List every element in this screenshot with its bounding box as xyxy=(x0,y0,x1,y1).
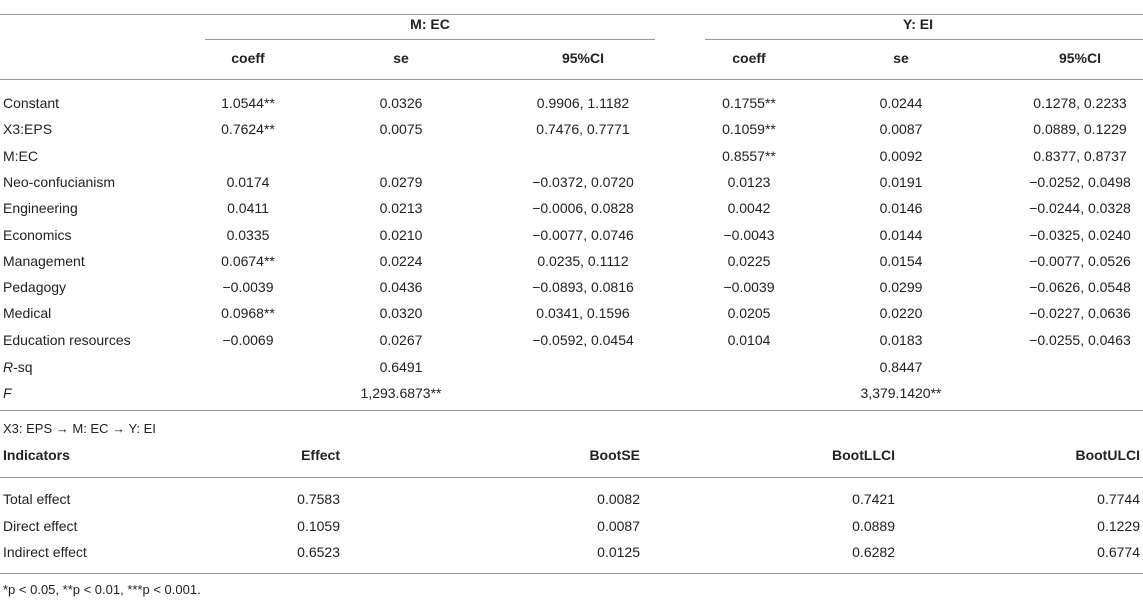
cell-se-y: 0.0087 xyxy=(879,121,923,138)
row-label: Constant xyxy=(3,95,60,111)
rsq-y-value: 0.8447 xyxy=(879,359,923,375)
cell-ci-y: −0.0626, 0.0548 xyxy=(1029,279,1131,296)
t2-cell-indicator: Indirect effect xyxy=(3,544,87,560)
cell-se-m: 0.0267 xyxy=(379,331,423,348)
cell-coeff-m: 0.0335 xyxy=(226,226,270,243)
cell-se-m: 0.0326 xyxy=(379,95,423,111)
row-label: Medical xyxy=(3,305,52,322)
row-label: X3:EPS xyxy=(3,121,53,138)
t2-cell-bootulci: 0.1229 xyxy=(1097,517,1140,534)
path-caption: X3: EPS → M: EC → Y: EI xyxy=(3,421,156,436)
cell-ci-m: −0.0372, 0.0720 xyxy=(532,173,634,190)
t2-cell-indicator: Total effect xyxy=(3,491,71,507)
row-label: Economics xyxy=(3,226,72,243)
row-label-f: F xyxy=(3,385,12,401)
t2-cell-bootse: 0.0082 xyxy=(597,491,640,507)
cell-ci-m: 0.0235, 0.1112 xyxy=(537,252,629,269)
t2-cell-bootulci: 0.7744 xyxy=(1097,491,1140,507)
cell-coeff-m: 0.0968** xyxy=(221,305,275,322)
t2-header-bootse: BootSE xyxy=(589,447,640,463)
group-underline-y xyxy=(705,39,1143,40)
cell-se-y: 0.0144 xyxy=(879,226,923,243)
t2-cell-bootllci: 0.6282 xyxy=(852,544,895,560)
cell-coeff-y: 0.1059** xyxy=(722,121,776,138)
t2-cell-effect: 0.6523 xyxy=(297,544,340,560)
t2-cell-indicator: Direct effect xyxy=(3,517,78,534)
t2-cell-bootse: 0.0125 xyxy=(597,544,640,560)
f-m-value: 1,293.6873** xyxy=(360,385,442,401)
bottom-rule xyxy=(0,573,1143,574)
t2-cell-bootllci: 0.7421 xyxy=(852,491,895,507)
col-header-coeff-y: coeff xyxy=(732,50,766,66)
t2-header-bootllci: BootLLCI xyxy=(832,447,895,463)
cell-coeff-m: −0.0069 xyxy=(222,331,274,348)
rsq-m-value: 0.6491 xyxy=(379,359,423,375)
cell-ci-m: −0.0006, 0.0828 xyxy=(532,200,634,217)
cell-ci-m: 0.9906, 1.1182 xyxy=(536,95,630,111)
header-rule xyxy=(0,79,1143,80)
table2-header-rule xyxy=(0,477,1143,478)
row-label: Education resources xyxy=(3,331,131,348)
cell-ci-m: 0.7476, 0.7771 xyxy=(536,121,630,138)
t2-cell-effect: 0.7583 xyxy=(297,491,340,507)
cell-coeff-m: 0.0674** xyxy=(221,252,275,269)
cell-coeff-y: 0.0205 xyxy=(727,305,771,322)
cell-se-y: 0.0220 xyxy=(879,305,923,322)
t2-cell-effect: 0.1059 xyxy=(297,517,340,534)
cell-se-y: 0.0244 xyxy=(879,95,923,111)
col-header-se-m: se xyxy=(393,50,409,66)
rsq-label-italic: R xyxy=(3,359,14,375)
cell-ci-y: −0.0227, 0.0636 xyxy=(1029,305,1131,322)
row-label: Pedagogy xyxy=(3,279,67,296)
cell-ci-y: −0.0077, 0.0526 xyxy=(1029,252,1131,269)
group-header-y-ei: Y: EI xyxy=(902,16,934,32)
cell-ci-y: −0.0244, 0.0328 xyxy=(1029,200,1131,217)
cell-coeff-y: 0.0225 xyxy=(727,252,771,269)
cell-se-y: 0.0183 xyxy=(879,331,923,348)
cell-coeff-y: 0.1755** xyxy=(722,95,776,111)
col-header-coeff-m: coeff xyxy=(231,50,265,66)
cell-se-m: 0.0436 xyxy=(379,279,423,296)
cell-se-m: 0.0210 xyxy=(379,226,423,243)
col-header-se-y: se xyxy=(893,50,909,66)
footnote: *p < 0.05, **p < 0.01, ***p < 0.001. xyxy=(3,582,201,597)
cell-ci-y: 0.0889, 0.1229 xyxy=(1033,121,1127,138)
row-label: Neo-confucianism xyxy=(3,173,116,190)
cell-se-y: 0.0191 xyxy=(879,173,923,190)
t2-cell-bootse: 0.0087 xyxy=(597,517,640,534)
section-rule xyxy=(0,410,1143,411)
cell-se-m: 0.0279 xyxy=(379,173,423,190)
rsq-label-rest: -sq xyxy=(13,359,33,375)
cell-se-y: 0.0092 xyxy=(879,147,923,164)
cell-se-m: 0.0075 xyxy=(379,121,423,138)
cell-ci-y: 0.1278, 0.2233 xyxy=(1033,95,1127,111)
cell-ci-y: 0.8377, 0.8737 xyxy=(1033,147,1127,164)
t2-header-bootulci: BootULCI xyxy=(1075,447,1140,463)
f-y-value: 3,379.1420** xyxy=(860,385,942,401)
row-label: M:EC xyxy=(3,147,38,164)
cell-coeff-m: 0.0411 xyxy=(227,200,269,217)
cell-coeff-m: 0.0174 xyxy=(226,173,270,190)
cell-se-y: 0.0146 xyxy=(879,200,923,217)
cell-coeff-y: 0.8557** xyxy=(722,147,776,164)
cell-se-y: 0.0299 xyxy=(879,279,923,296)
t2-cell-bootulci: 0.6774 xyxy=(1097,544,1140,560)
row-label: Engineering xyxy=(3,200,78,217)
cell-ci-m: 0.0341, 0.1596 xyxy=(536,305,630,322)
cell-ci-m: −0.0077, 0.0746 xyxy=(532,226,634,243)
cell-ci-y: −0.0252, 0.0498 xyxy=(1029,173,1131,190)
cell-coeff-y: −0.0039 xyxy=(723,279,775,296)
cell-coeff-m: 1.0544** xyxy=(221,95,275,111)
row-label-rsq xyxy=(3,359,33,375)
cell-coeff-y: −0.0043 xyxy=(723,226,775,243)
row-label: Management xyxy=(3,252,85,269)
col-header-ci-y: 95%CI xyxy=(1058,50,1102,66)
top-rule xyxy=(0,14,1143,15)
cell-ci-m: −0.0592, 0.0454 xyxy=(532,331,634,348)
cell-se-m: 0.0224 xyxy=(379,252,423,269)
t2-cell-bootllci: 0.0889 xyxy=(852,517,895,534)
cell-se-m: 0.0213 xyxy=(379,200,423,217)
cell-se-m: 0.0320 xyxy=(379,305,423,322)
t2-header-indicators: Indicators xyxy=(3,447,70,463)
cell-ci-y: −0.0325, 0.0240 xyxy=(1029,226,1131,243)
cell-coeff-y: 0.0042 xyxy=(727,200,771,217)
cell-coeff-m: 0.7624** xyxy=(221,121,275,138)
cell-se-y: 0.0154 xyxy=(879,252,923,269)
group-header-m-ec: M: EC xyxy=(410,16,450,32)
cell-coeff-y: 0.0123 xyxy=(727,173,771,190)
t2-header-effect: Effect xyxy=(301,447,340,463)
cell-coeff-m: −0.0039 xyxy=(222,279,274,296)
col-header-ci-m: 95%CI xyxy=(561,50,605,66)
cell-ci-y: −0.0255, 0.0463 xyxy=(1029,331,1131,348)
cell-coeff-y: 0.0104 xyxy=(727,331,771,348)
group-underline-m xyxy=(205,39,655,40)
cell-ci-m: −0.0893, 0.0816 xyxy=(532,279,634,296)
